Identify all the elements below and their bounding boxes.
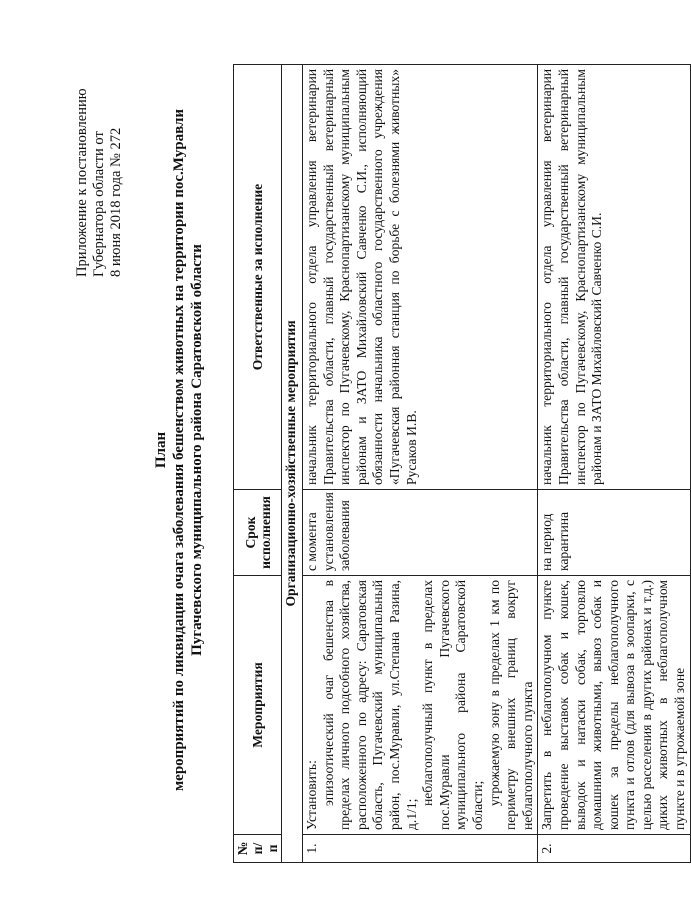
header-action: Мероприятия [234, 576, 282, 835]
appendix-line-1: Приложение к постановлению [74, 88, 90, 277]
row-term: на период карантина [538, 490, 690, 576]
plan-subtitle-line-2: Пугачевского муниципального района Саратовской области [189, 244, 205, 656]
appendix-line-3: 8 июня 2018 года № 272 [108, 127, 124, 277]
action-paragraph: эпизоотический очаг бешенства в пределах личного подсобного хозяйства, расположенного по адресу: Саратовская область, Пугачевский муниципальный район, пос.Муравли, ул.Степана Разина, д.1/1; [320, 580, 419, 830]
action-intro: Установить: [304, 760, 319, 830]
header-num: № п/п [234, 835, 282, 863]
row-responsible: начальник территориального отдела управления ветеринарии Правительства области, главный государственный ветеринарный инспектор по Пугачевскому, Краснопартизанскому муниципальным районам и ЗАТО Михайловский Савченко С.И., исполняющий обязанности начальника областного государственного учреждения «Пугачевская районная станция по борьбе с болезнями животных» Русаков И.В. [303, 65, 538, 490]
row-action: Запретить в неблагополучном пункте проведение выставок собак и кошек, выводок и натаски собак, торговлю домашними животными, вывоз собак и кошек за пределы неблагополучного пункта и отлов (для вывоза в зоопарки, с целью расселения в других районах и т.д.) диких животных в неблагополучном пункте и в угрожаемой зоне [538, 576, 690, 835]
row-responsible: начальник территориального отдела управления ветеринарии Правительства области, главный государственный ветеринарный инспектор по Пугачевскому, Краснопартизанскому муниципальным районам и ЗАТО Михайловский Савченко С.И. [538, 65, 690, 490]
header-term: Срок исполнения [234, 490, 282, 576]
section-title: Организационно-хозяйственные мероприятия [282, 65, 303, 863]
action-paragraph: угрожаемую зону в пределах 1 км по периметру внешних границ вокруг неблагополучного пункта [486, 580, 535, 830]
plan-heading [152, 105, 206, 795]
row-num: 1. [303, 835, 538, 863]
plan-title: План [153, 431, 169, 469]
table-header-row [234, 65, 282, 863]
plan-subtitle-line-1: мероприятий по ликвидации очага заболевания бешенством животных на территории пос.Муравли [171, 108, 187, 792]
section-row [282, 65, 303, 863]
appendix-line-2: Губернатора области от [91, 131, 107, 277]
plan-table [233, 64, 691, 863]
action-paragraph: неблагополучный пункт в пределах пос.Муравли Пугачевского муниципального района Саратовской области; [420, 580, 485, 830]
row-num: 2. [538, 835, 690, 863]
row-action [303, 576, 538, 835]
table-row [538, 65, 690, 863]
row-term: с момента установления заболевания [303, 490, 538, 576]
table-row [303, 65, 538, 863]
header-responsible: Ответственные за исполнение [234, 65, 282, 490]
appendix-note [74, 7, 125, 277]
